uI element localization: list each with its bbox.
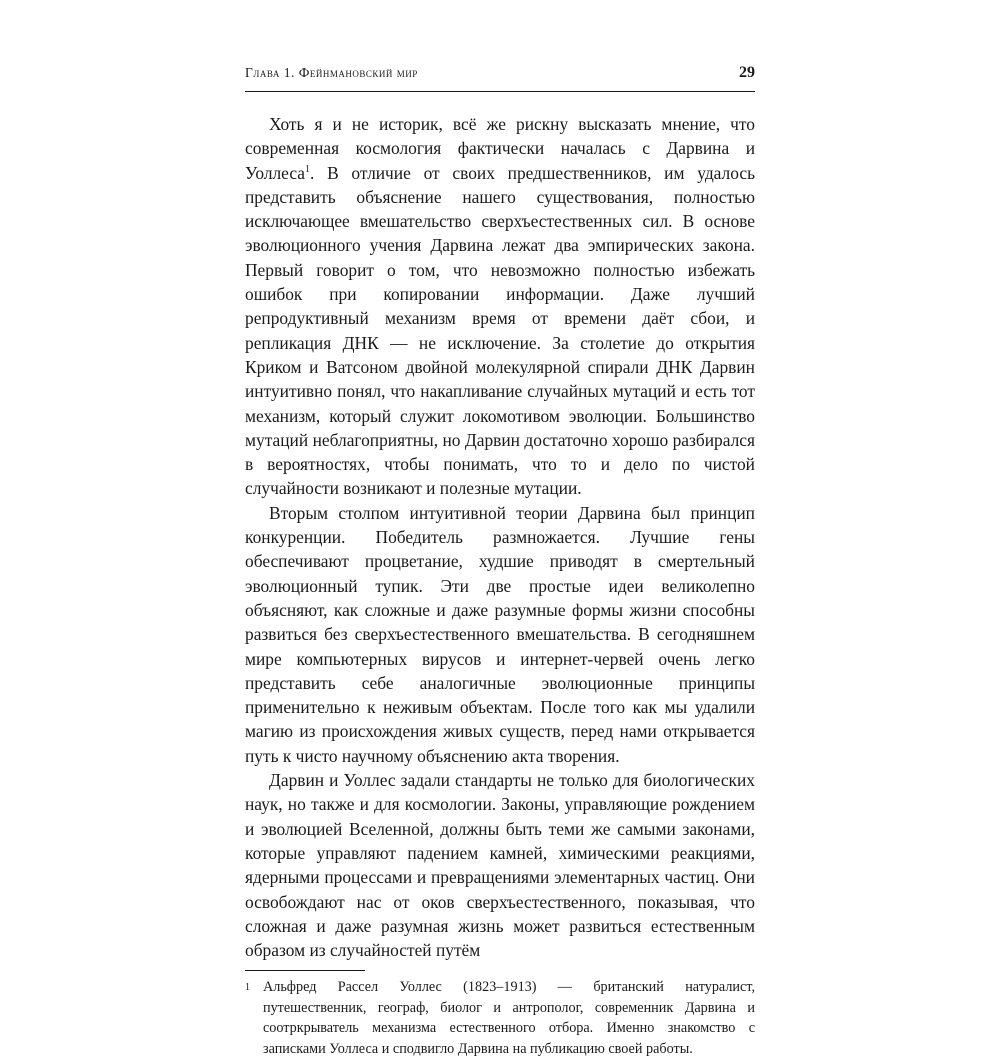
footnote-reference: 1 — [304, 163, 310, 175]
footnote-mark: 1 — [245, 982, 250, 994]
paragraph-1-text: Хоть я и не историк, всё же рискну высказать мнение, что современная космология фактически началась с Дарвина и Уоллеса — [245, 114, 755, 183]
paragraph-2: Вторым столпом интуитивной теории Дарвина был принцип конкуренции. Победитель размножается. Лучшие гены обеспечивают процветание, худшие приводят в смертельный эволюционный тупик. Эти две простые идеи великолепно объясняют, как сложные и даже разумные формы жизни способны развиться без сверхъестественного вмешательства. В сегодняшнем мире компьютерных вирусов и интернет-червей очень легко представить себе аналогичные эволюционные принципы применительно к неживым объектам. После того как мы удалили магию из происхождения живых существ, перед нами открывается путь к чисто научному объяснению акта творения. — [245, 502, 755, 766]
paragraph-1 — [245, 112, 755, 501]
footnote-text: Альфред Рассел Уоллес (1823–1913) — британский натуралист, путешественник, географ, биолог и антрополог, современник Дарвина и соотркрыватель механизма естественного отбора. Именно знакомство с записками Уоллеса и сподвигло Дарвина на публикацию своей работы. — [263, 979, 755, 1057]
page-header — [245, 64, 755, 92]
paragraph-1-text-continued: . В отличие от своих предшественников, им удалось представить объяснение нашего существования, полностью исключающее вмешательство сверхъестественных сил. В основе эволюционного учения Дарвина лежат два эмпирических закона. Первый говорит о том, что невозможно полностью избежать ошибок при копировании информации. Даже лучший репродуктивный механизм время от времени даёт сбои, и репликация ДНК — не исключение. За столетие до открытия Криком и Ватсоном двойной молекулярной спирали ДНК Дарвин интуитивно понял, что накапливание случайных мутаций и есть тот механизм, который служит локомотивом эволюции. Большинство мутаций неблагоприятны, но Дарвин достаточно хорошо разбирался в вероятностях, чтобы понимать, что то и дело по чистой случайности возникают и полезные мутации. — [245, 162, 755, 499]
running-head: Глава 1. Фейнмановский мир — [245, 65, 418, 80]
paragraph-3: Дарвин и Уоллес задали стандарты не только для биологических наук, но также и для космологии. Законы, управляющие рождением и эволюцией Вселенной, должны быть теми же самыми законами, которые управляют падением камней, химическими реакциями, ядерными процессами и превращениями элементарных частиц. Они освобождают нас от оков сверхъестественного, показывая, что сложная и даже разумная жизнь может развиться естественным образом из случайностей путём — [245, 770, 755, 961]
footnote — [245, 977, 755, 1059]
footnote-divider — [245, 970, 365, 971]
body-text — [245, 112, 755, 962]
page-number: 29 — [739, 64, 755, 81]
book-page — [245, 64, 755, 1059]
